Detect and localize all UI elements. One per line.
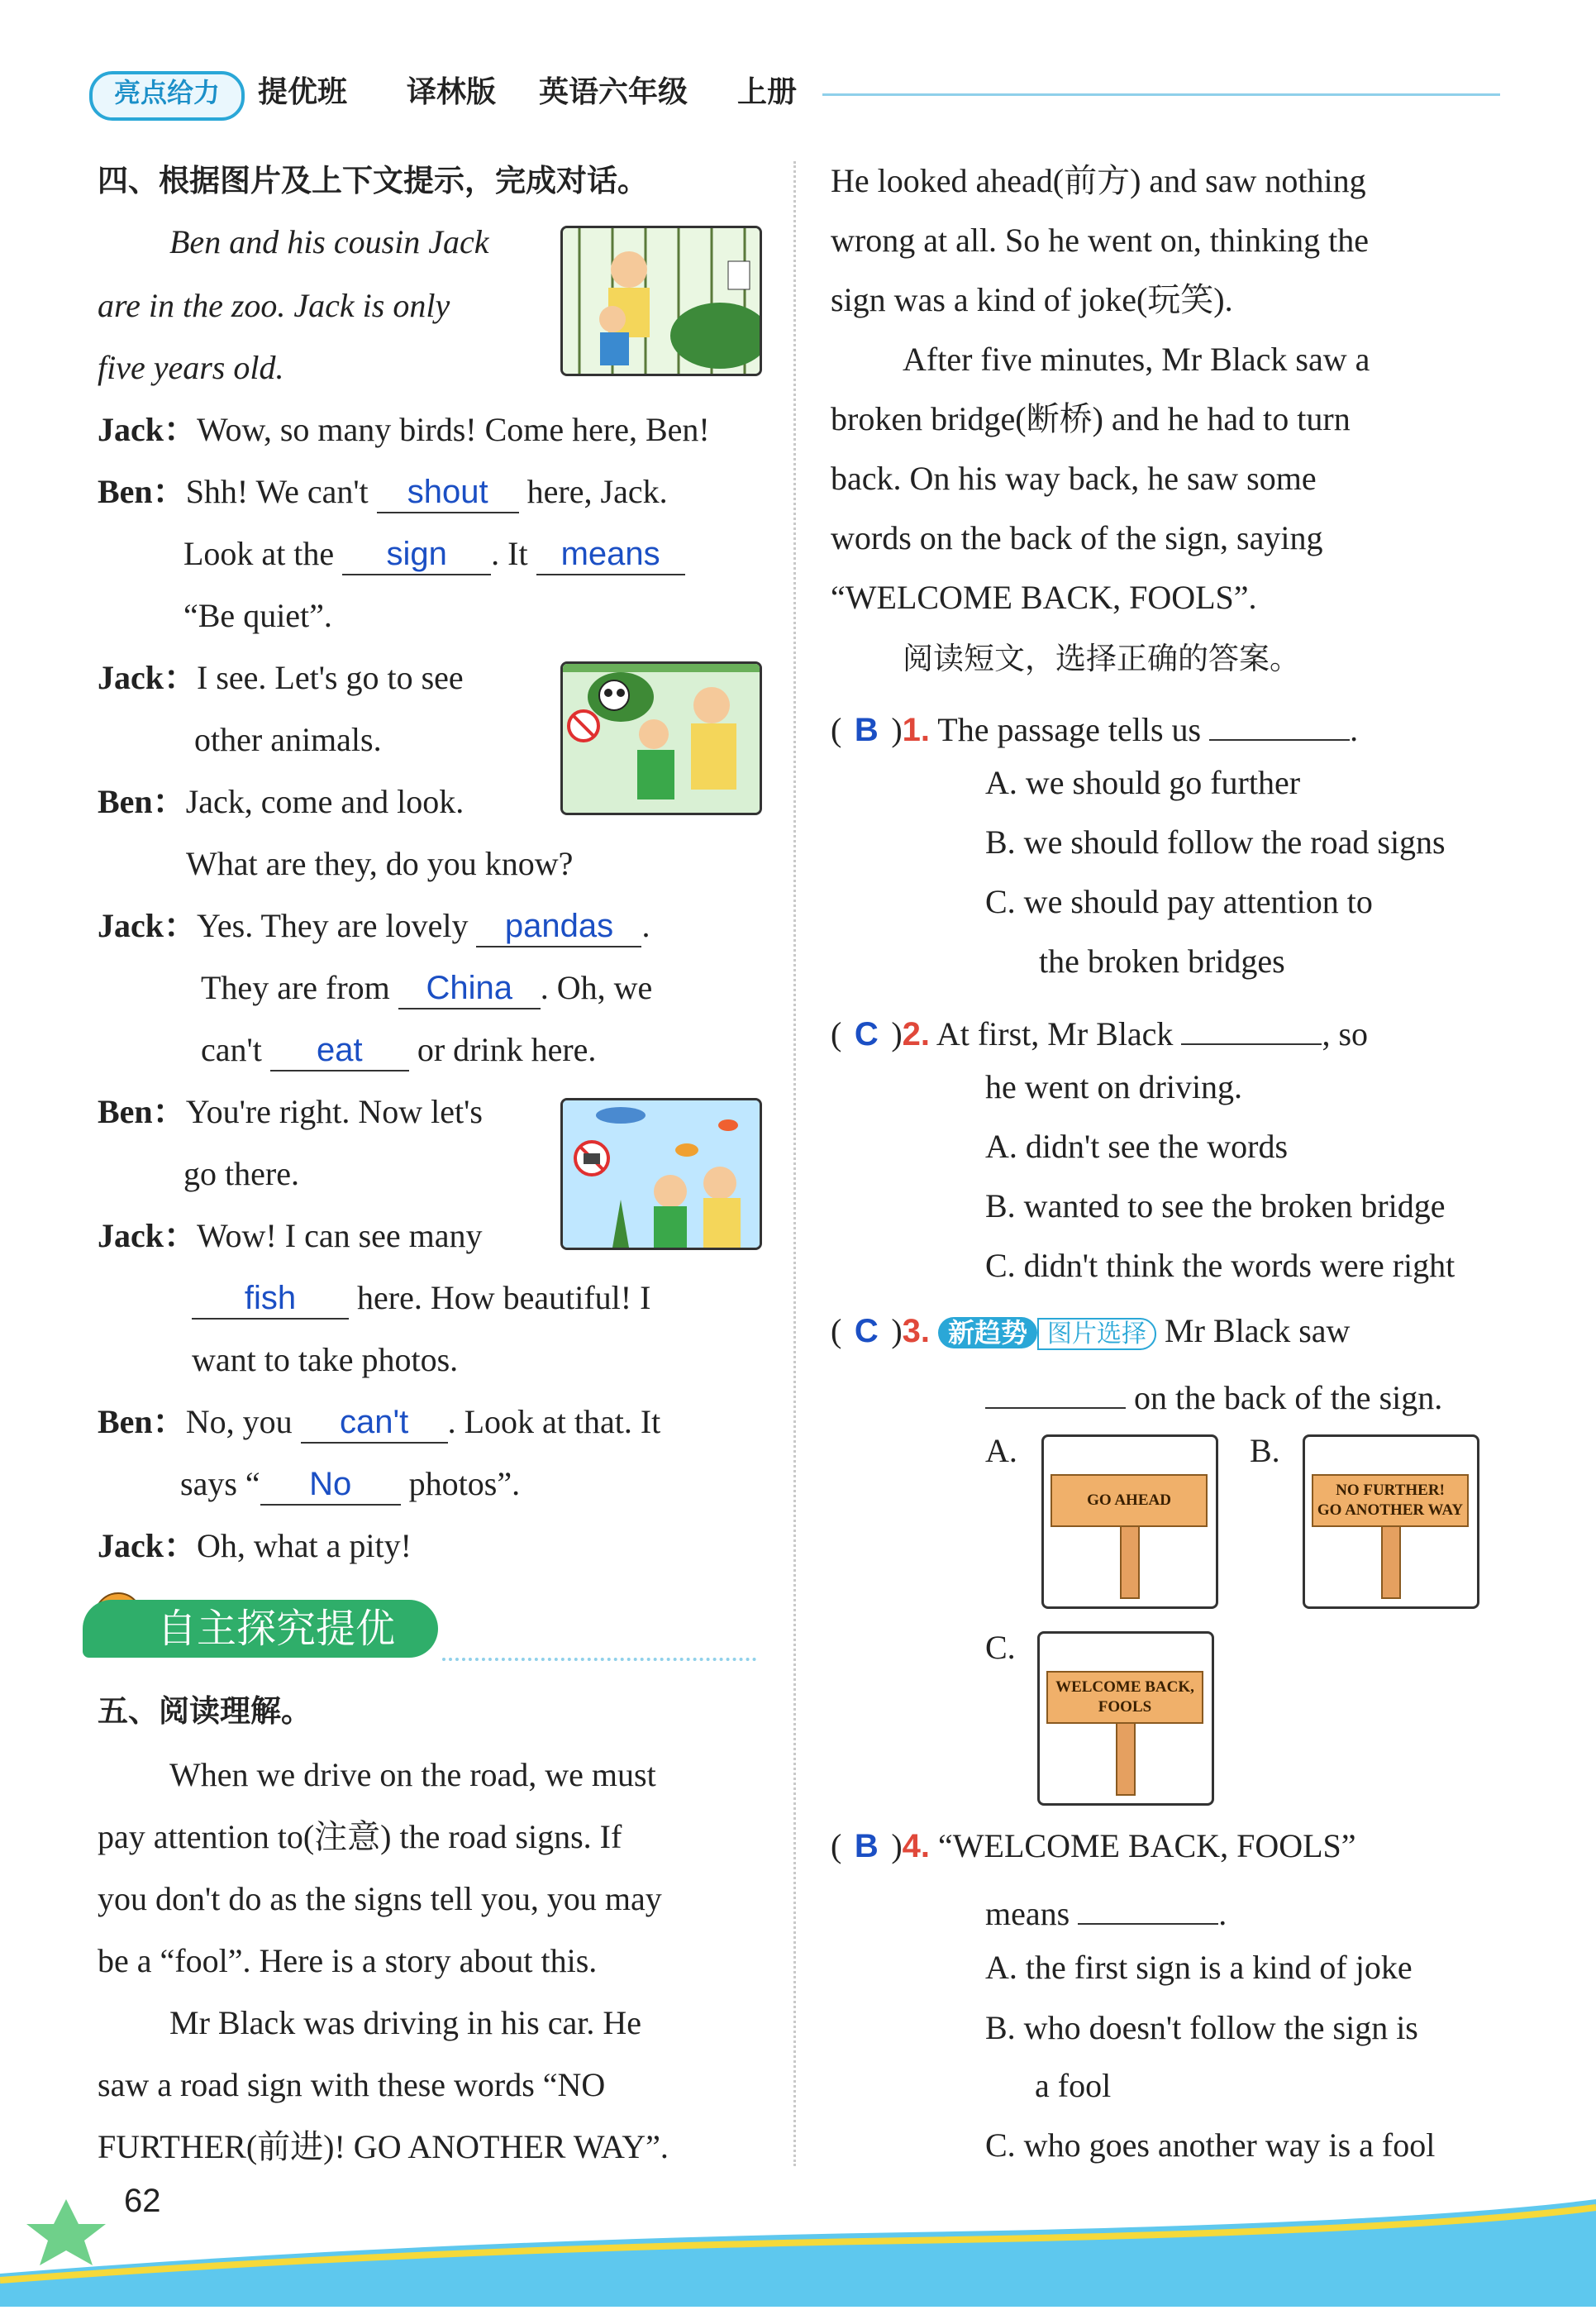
dialog-line-9: [98, 905, 650, 947]
intro-line-1: Ben and his cousin Jack: [169, 223, 489, 260]
question-number: 3.: [902, 1313, 931, 1349]
passage-line-6: saw a road sign with these words “NO: [98, 2066, 606, 2103]
q2-stem-cont: he went on driving.: [985, 1068, 1243, 1105]
sign-board-a: GO AHEAD: [1051, 1474, 1208, 1527]
sign-post-b: [1381, 1525, 1401, 1599]
header-series: 提优班: [258, 75, 348, 109]
q1-option-c-cont: the broken bridges: [1039, 943, 1285, 980]
dialog-line-8: What are they, do you know?: [186, 845, 574, 882]
passage-line-10: sign was a kind of joke(玩笑).: [831, 281, 1233, 318]
question-stem: “WELCOME BACK, FOOLS”: [938, 1827, 1356, 1864]
question-stem-end: .: [1350, 711, 1359, 748]
sign-post-c: [1116, 1722, 1136, 1796]
q4-option-a: A. the first sign is a kind of joke: [985, 1949, 1413, 1986]
dialog-line-13: go there.: [183, 1155, 299, 1192]
passage-line-15: “WELCOME BACK, FOOLS”.: [831, 579, 1257, 616]
question-4: [831, 1826, 1356, 1867]
line-text: says “: [180, 1465, 260, 1502]
question-stem-2: means: [985, 1895, 1070, 1932]
birds-illustration: [563, 228, 760, 374]
paren-close: ): [883, 1827, 903, 1864]
dialog-line-14: [98, 1215, 483, 1257]
line-text: Yes. They are lovely: [197, 907, 469, 944]
intro-line-3: five years old.: [98, 349, 284, 386]
dialog-line-18: [180, 1463, 520, 1506]
answer-blank-9[interactable]: No: [260, 1468, 401, 1506]
paren-open: (: [831, 1015, 850, 1052]
banner-dots: [442, 1658, 756, 1661]
fish-illustration: [563, 1100, 760, 1248]
dialog-line-11: [201, 1029, 596, 1071]
paren-close: ): [883, 1312, 903, 1349]
question-stem: Mr Black saw: [1165, 1312, 1351, 1349]
speaker-ben: Ben：: [98, 1093, 186, 1130]
intro-line-2: are in the zoo. Jack is only: [98, 287, 450, 324]
dialog-line-15: [192, 1277, 650, 1320]
dialog-line-5: [98, 657, 464, 699]
panda-picture: [560, 661, 762, 815]
section4-title: 四、根据图片及上下文提示，完成对话。: [98, 163, 648, 198]
question-stem-end: .: [1218, 1895, 1227, 1932]
q4-stem-cont: [985, 1887, 1227, 1935]
header-edition: 译林版: [407, 75, 497, 109]
q2-option-b: B. wanted to see the broken bridge: [985, 1187, 1446, 1224]
question-blank: [985, 1371, 1126, 1409]
sign-c-line-1: WELCOME BACK,: [1055, 1678, 1194, 1696]
dialog-line-1: [98, 409, 710, 451]
passage-line-3: you don't do as the signs tell you, you may: [98, 1880, 662, 1917]
answer-blank-7[interactable]: fish: [192, 1281, 349, 1320]
birds-picture: [560, 226, 762, 376]
answer-blank-1[interactable]: shout: [377, 475, 519, 513]
dialog-line-12: [98, 1091, 483, 1133]
footer-wave: [0, 2183, 1596, 2307]
sign-option-b[interactable]: [1303, 1434, 1479, 1609]
header-volume: 上册: [737, 75, 798, 109]
question-number: 1.: [902, 712, 931, 748]
header-rule: [822, 93, 1500, 96]
section-banner: 自主探究提优: [83, 1600, 438, 1658]
q1-option-c: C. we should pay attention to: [985, 883, 1373, 920]
question-blank: [1181, 1007, 1322, 1045]
header-grade: 英语六年级: [539, 75, 688, 109]
sign-b-line-1: NO FURTHER!: [1336, 1482, 1445, 1499]
reading-instruction: 阅读短文，选择正确的答案。: [903, 641, 1300, 676]
passage-line-9: wrong at all. So he went on, thinking the: [831, 222, 1370, 259]
sign-post-a: [1120, 1525, 1140, 1599]
q4-option-b-cont: a fool: [1035, 2067, 1112, 2104]
answer-blank-6[interactable]: eat: [270, 1033, 409, 1071]
answer-blank-2[interactable]: sign: [342, 537, 491, 575]
answer-blank-8[interactable]: can't: [301, 1406, 448, 1444]
picture-choice-tag: 图片选择: [1037, 1318, 1156, 1350]
sign-board-b: [1312, 1474, 1469, 1527]
line-text: or drink here.: [417, 1031, 597, 1068]
line-text: You're right. Now let's: [185, 1093, 483, 1130]
line-text: .: [641, 907, 650, 944]
dialog-line-19: [98, 1525, 412, 1567]
paren-open: (: [831, 1312, 850, 1349]
q1-option-a: A. we should go further: [985, 764, 1301, 801]
paren-close: ): [883, 1015, 903, 1052]
line-text: . Oh, we: [540, 969, 653, 1006]
speaker-jack: Jack：: [98, 411, 197, 448]
line-text: Wow! I can see many: [197, 1217, 483, 1254]
question-3: [831, 1310, 1350, 1352]
line-text: . Look at that. It: [447, 1403, 661, 1440]
paren-close: ): [883, 711, 903, 748]
line-text: I see. Let's go to see: [197, 659, 464, 696]
passage-line-13: back. On his way back, he saw some: [831, 460, 1317, 497]
fish-picture: [560, 1098, 762, 1250]
line-text: No, you: [185, 1403, 293, 1440]
panda-illustration: [563, 664, 760, 813]
column-divider: [793, 161, 796, 2166]
line-text: Oh, what a pity!: [197, 1527, 412, 1564]
sign-option-a[interactable]: [1041, 1434, 1218, 1609]
question-number: 2.: [902, 1016, 931, 1052]
speaker-jack: Jack：: [98, 659, 197, 696]
question-stem-2: on the back of the sign.: [1134, 1379, 1443, 1416]
dialog-line-17: [98, 1401, 660, 1444]
line-text: Shh! We can't: [185, 473, 369, 510]
speaker-ben: Ben：: [98, 783, 186, 820]
line-text: They are from: [201, 969, 390, 1006]
line-text: photos”.: [408, 1465, 521, 1502]
dialog-line-4: “Be quiet”.: [183, 597, 332, 634]
passage-line-5: Mr Black was driving in his car. He: [169, 2004, 641, 2041]
dialog-line-10: [201, 967, 652, 1009]
question-stem: The passage tells us: [937, 711, 1202, 748]
question-number: 4.: [902, 1828, 931, 1864]
question-1: [831, 703, 1358, 751]
answer-blank-5[interactable]: China: [398, 971, 541, 1009]
dialog-line-3: [183, 533, 685, 575]
passage-line-14: words on the back of the sign, saying: [831, 519, 1323, 556]
line-text: Wow, so many birds! Come here, Ben!: [197, 411, 710, 448]
answer-blank-3[interactable]: means: [536, 537, 685, 575]
dialog-line-2: [98, 471, 668, 513]
answer-choice-1[interactable]: B: [854, 712, 879, 748]
q4-option-b: B. who doesn't follow the sign is: [985, 2009, 1418, 2046]
q1-option-b: B. we should follow the road signs: [985, 823, 1446, 861]
passage-line-11: After five minutes, Mr Black saw a: [903, 341, 1370, 378]
sign-board-c: [1046, 1671, 1203, 1724]
question-blank: [1078, 1887, 1218, 1925]
q2-option-c: C. didn't think the words were right: [985, 1247, 1455, 1284]
page-number: 62: [124, 2183, 161, 2219]
speaker-jack: Jack：: [98, 1217, 197, 1254]
speaker-jack: Jack：: [98, 1527, 197, 1564]
line-text: can't: [201, 1031, 262, 1068]
question-2: [831, 1007, 1368, 1055]
question-stem: At first, Mr Black: [936, 1015, 1174, 1052]
dialog-line-16: want to take photos.: [192, 1341, 459, 1378]
paren-open: (: [831, 1827, 850, 1864]
paren-open: (: [831, 711, 850, 748]
answer-choice-4[interactable]: B: [854, 1828, 879, 1864]
speaker-ben: Ben：: [98, 1403, 186, 1440]
line-text: here, Jack.: [526, 473, 668, 510]
question-blank: [1209, 703, 1350, 741]
passage-line-1: When we drive on the road, we must: [169, 1756, 656, 1793]
dialog-line-6: other animals.: [194, 721, 382, 758]
line-text: Look at the: [183, 535, 335, 572]
q4-option-c: C. who goes another way is a fool: [985, 2126, 1436, 2164]
q3-option-a-label: A.: [985, 1432, 1017, 1469]
trend-tag: 新趋势: [938, 1317, 1037, 1348]
sign-c-line-2: FOOLS: [1098, 1698, 1152, 1716]
q2-option-a: A. didn't see the words: [985, 1128, 1289, 1165]
q3-stem-cont: [985, 1371, 1442, 1419]
dialog-line-7: [98, 781, 464, 823]
section5-title: 五、阅读理解。: [98, 1693, 312, 1729]
passage-line-4: be a “fool”. Here is a story about this.: [98, 1942, 598, 1979]
line-text: . It: [491, 535, 528, 572]
answer-choice-3[interactable]: C: [854, 1313, 879, 1349]
line-text: here. How beautiful! I: [357, 1279, 651, 1316]
header-badge: 亮点给力: [89, 71, 245, 121]
sign-b-line-2: GO ANOTHER WAY: [1317, 1501, 1464, 1519]
passage-line-7: FURTHER(前进)! GO ANOTHER WAY”.: [98, 2128, 669, 2165]
speaker-ben: Ben：: [98, 473, 186, 510]
q3-option-c-label: C.: [985, 1629, 1016, 1666]
question-stem-end: , so: [1322, 1015, 1369, 1052]
line-text: Jack, come and look.: [185, 783, 465, 820]
passage-line-8: He looked ahead(前方) and saw nothing: [831, 162, 1366, 199]
sign-option-c[interactable]: [1037, 1631, 1214, 1806]
answer-choice-2[interactable]: C: [854, 1016, 879, 1052]
passage-line-2: pay attention to(注意) the road signs. If: [98, 1818, 622, 1855]
speaker-jack: Jack：: [98, 907, 197, 944]
answer-blank-4[interactable]: pandas: [476, 909, 641, 947]
q3-option-b-label: B.: [1250, 1432, 1280, 1469]
passage-line-12: broken bridge(断桥) and he had to turn: [831, 400, 1351, 437]
